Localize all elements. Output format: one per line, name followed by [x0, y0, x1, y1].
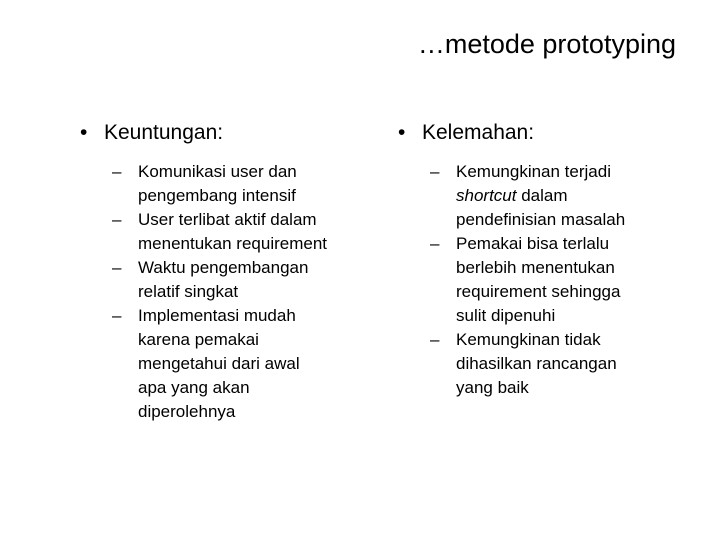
list-item-text	[138, 160, 380, 208]
disadvantages-heading-row	[398, 118, 698, 148]
list-item-line: sulit dipenuhi	[456, 306, 556, 325]
disadvantages-heading: Kelemahan:	[422, 121, 535, 144]
list-item-line: pengembang intensif	[138, 186, 296, 205]
list-item	[430, 232, 698, 328]
bullet-icon: •	[80, 121, 88, 144]
bullet-icon: •	[398, 121, 406, 144]
list-item-line: dihasilkan rancangan	[456, 354, 617, 373]
list-item-line: User terlibat aktif dalam	[138, 210, 317, 229]
dash-icon: –	[430, 162, 440, 181]
disadvantages-column	[398, 118, 698, 400]
list-item-text	[138, 304, 380, 424]
list-item-line: diperolehnya	[138, 402, 236, 421]
advantages-list	[112, 160, 380, 424]
list-item-line: relatif singkat	[138, 282, 239, 301]
list-item-line: Implementasi mudah	[138, 306, 296, 325]
list-item-text	[456, 232, 698, 328]
advantages-heading-row	[80, 118, 380, 148]
list-item-line: Pemakai bisa terlalu	[456, 234, 610, 253]
dash-icon: –	[112, 210, 122, 229]
list-item-text	[456, 160, 698, 232]
list-item-line: Kemungkinan terjadi	[456, 162, 611, 181]
list-item-line: apa yang akan	[138, 378, 250, 397]
dash-icon: –	[112, 306, 122, 325]
list-item-line: menentukan requirement	[138, 234, 328, 253]
list-item-line: Waktu pengembangan	[138, 258, 309, 277]
list-item-line: Komunikasi user dan	[138, 162, 297, 181]
dash-icon: –	[112, 162, 122, 181]
list-item-line: pendefinisian masalah	[456, 210, 626, 229]
italic-term: shortcut	[456, 186, 517, 205]
list-item	[430, 328, 698, 400]
disadvantages-list	[430, 160, 698, 400]
list-item-line: requirement sehingga	[456, 282, 621, 301]
advantages-heading: Keuntungan:	[104, 121, 224, 144]
dash-icon: –	[430, 330, 440, 349]
slide-title: …metode prototyping	[417, 29, 676, 59]
advantages-column	[80, 118, 380, 424]
list-item-line-rest: dalam	[516, 186, 568, 205]
list-item	[430, 160, 698, 232]
list-item-line: berlebih menentukan	[456, 258, 615, 277]
list-item	[112, 304, 380, 424]
list-item-line	[456, 184, 698, 208]
list-item	[112, 160, 380, 208]
list-item-line: mengetahui dari awal	[138, 354, 300, 373]
list-item-line: karena pemakai	[138, 330, 259, 349]
list-item-text	[456, 328, 698, 400]
dash-icon: –	[430, 234, 440, 253]
list-item-line: Kemungkinan tidak	[456, 330, 601, 349]
list-item	[112, 256, 380, 304]
list-item	[112, 208, 380, 256]
dash-icon: –	[112, 258, 122, 277]
list-item-text	[138, 208, 380, 256]
list-item-line: yang baik	[456, 378, 529, 397]
list-item-text	[138, 256, 380, 304]
